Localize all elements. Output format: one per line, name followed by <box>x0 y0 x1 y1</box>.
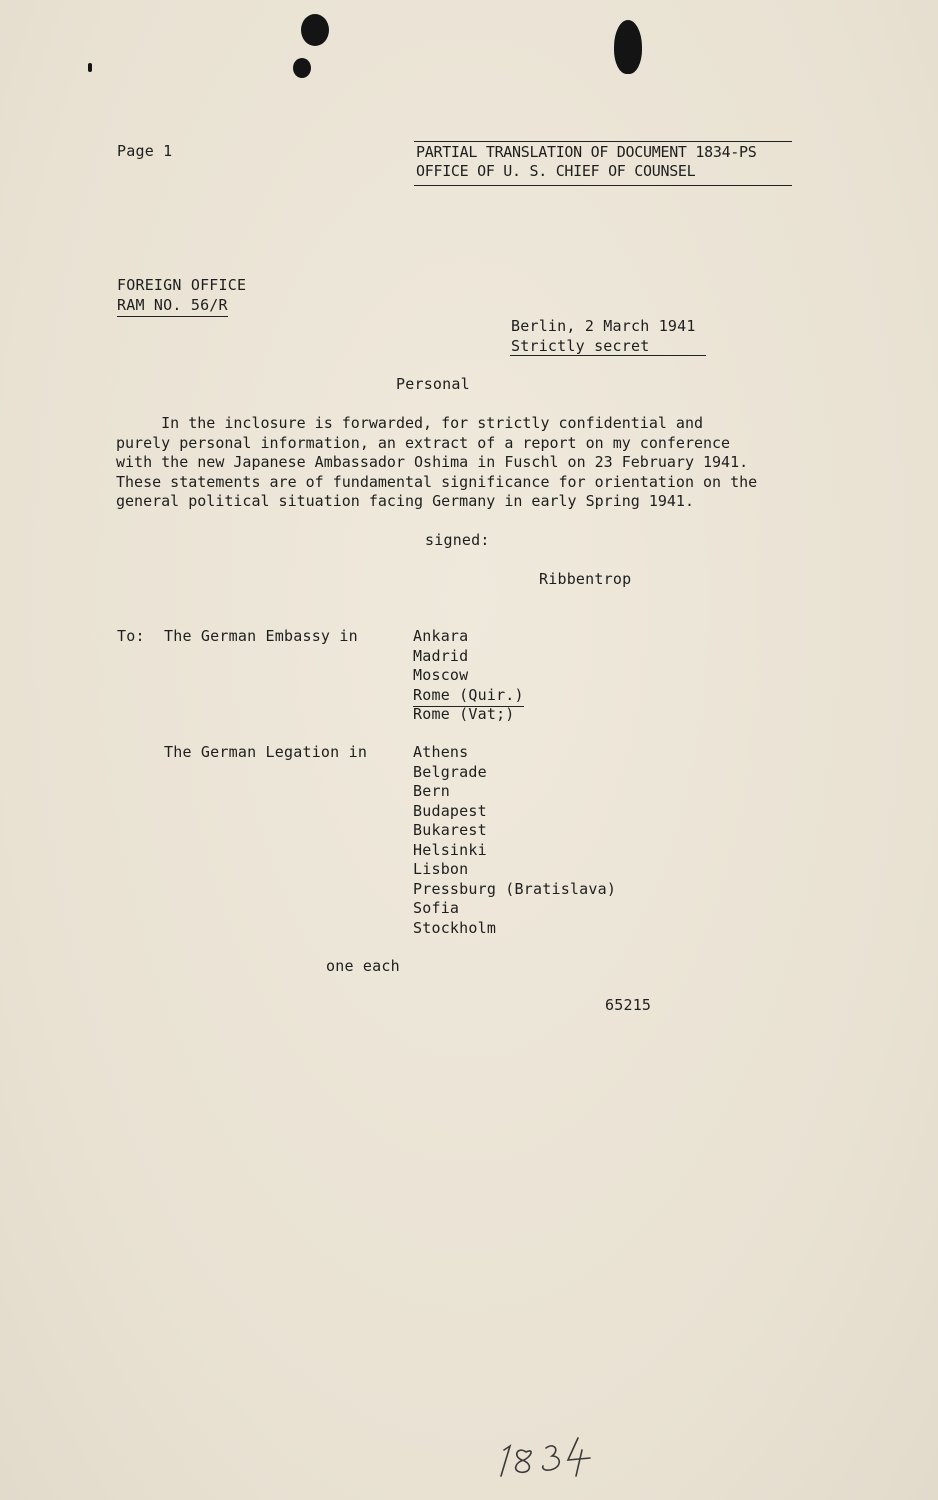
punch-hole-right <box>614 20 642 74</box>
to-label: To: <box>117 627 145 645</box>
embassy-label: The German Embassy in <box>164 627 358 645</box>
legation-item: Bern <box>413 782 450 800</box>
legation-item: Helsinki <box>413 841 487 859</box>
sender-reference: RAM NO. 56/R <box>117 296 228 317</box>
legation-item: Belgrade <box>413 763 487 781</box>
salutation: Personal <box>396 375 470 393</box>
document-number: 65215 <box>605 996 652 1014</box>
classification: Strictly secret <box>511 337 650 355</box>
handwritten-number <box>498 1432 608 1482</box>
signed-label: signed: <box>425 531 490 549</box>
embassy-item: Rome (Vat;) <box>413 705 515 723</box>
legation-item: Budapest <box>413 802 487 820</box>
body-line: These statements are of fundamental significance for orientation on the <box>116 472 758 491</box>
body-line: with the new Japanese Ambassador Oshima in Fuschl on 23 February 1941. <box>116 453 749 471</box>
document-title-line2: OFFICE OF U. S. CHIEF OF COUNSEL <box>416 162 696 180</box>
ink-mark <box>88 63 92 72</box>
quantity-note: one each <box>326 957 400 975</box>
place-date: Berlin, 2 March 1941 <box>511 317 696 335</box>
legation-item: Pressburg (Bratislava) <box>413 880 617 898</box>
embassy-item: Moscow <box>413 666 469 684</box>
legation-item: Bukarest <box>413 821 487 839</box>
legation-item: Lisbon <box>413 860 469 878</box>
punch-hole-left <box>301 14 329 46</box>
sender-office: FOREIGN OFFICE <box>117 276 247 294</box>
legation-item: Stockholm <box>413 919 497 937</box>
embassy-item: Rome (Quir.) <box>413 686 524 707</box>
body-paragraph <box>116 414 816 512</box>
punch-hole-left-lower <box>293 58 311 78</box>
legation-item: Sofia <box>413 899 460 917</box>
embassy-item: Madrid <box>413 647 469 665</box>
body-line: In the inclosure is forwarded, for strictly confidential and <box>116 414 703 432</box>
embassy-item: Ankara <box>413 627 469 645</box>
legation-label: The German Legation in <box>164 743 368 761</box>
document-title-line1: PARTIAL TRANSLATION OF DOCUMENT 1834-PS <box>416 143 757 161</box>
page-label: Page 1 <box>117 142 173 160</box>
body-line: general political situation facing Germany in early Spring 1941. <box>116 492 694 510</box>
body-line: purely personal information, an extract of a report on my conference <box>116 433 731 452</box>
classification-underline <box>510 355 706 356</box>
legation-item: Athens <box>413 743 469 761</box>
signatory-name: Ribbentrop <box>539 570 632 588</box>
